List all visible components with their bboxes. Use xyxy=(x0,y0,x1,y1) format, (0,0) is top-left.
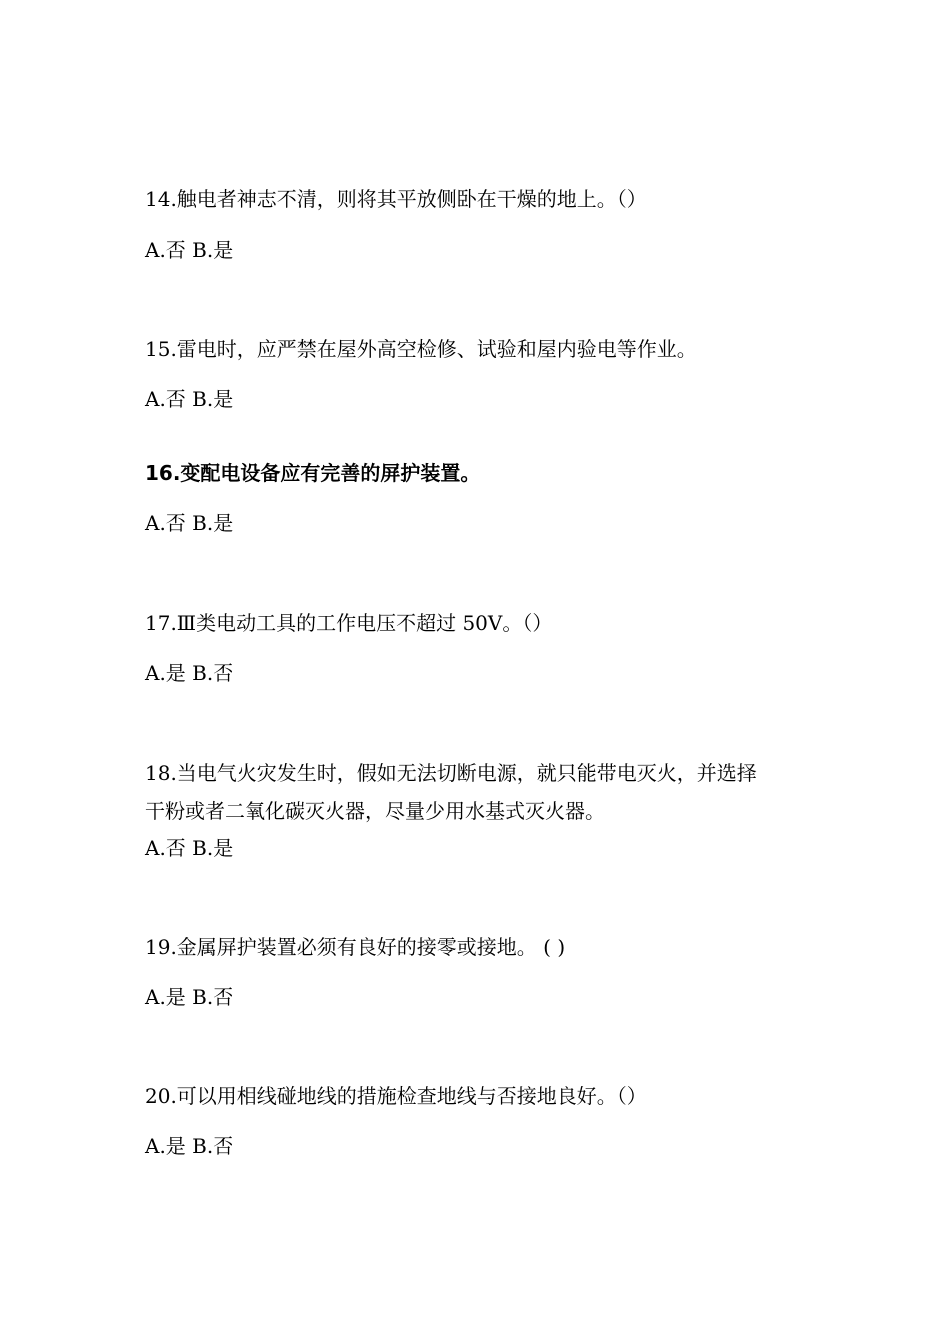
question-19-options: A.是 B.否 xyxy=(145,985,234,1009)
question-18-text-line2: 干粉或者二氧化碳灭火器，尽量少用水基式灭火器。 xyxy=(145,799,605,823)
question-18-options: A.否 B.是 xyxy=(145,836,234,860)
question-14-text: 14.触电者神志不清，则将其平放侧卧在干燥的地上。（） xyxy=(145,187,647,211)
question-20-text: 20.可以用相线碰地线的措施检查地线与否接地良好。（） xyxy=(145,1084,647,1108)
question-16-text: 16.变配电设备应有完善的屏护装置。 xyxy=(145,461,481,485)
question-14-options: A.否 B.是 xyxy=(145,238,234,262)
question-15-text: 15.雷电时，应严禁在屋外高空检修、试验和屋内验电等作业。 xyxy=(145,337,697,361)
question-17-text: 17.Ⅲ类电动工具的工作电压不超过 50V。（） xyxy=(145,611,553,635)
question-20-options: A.是 B.否 xyxy=(145,1134,234,1158)
question-18-text-line1: 18.当电气火灾发生时，假如无法切断电源，就只能带电灭火，并选择 xyxy=(145,761,757,785)
question-17-options: A.是 B.否 xyxy=(145,661,234,685)
question-15-options: A.否 B.是 xyxy=(145,387,234,411)
question-16-options: A.否 B.是 xyxy=(145,511,234,535)
question-19-text: 19.金属屏护装置必须有良好的接零或接地。 ( ) xyxy=(145,935,566,959)
